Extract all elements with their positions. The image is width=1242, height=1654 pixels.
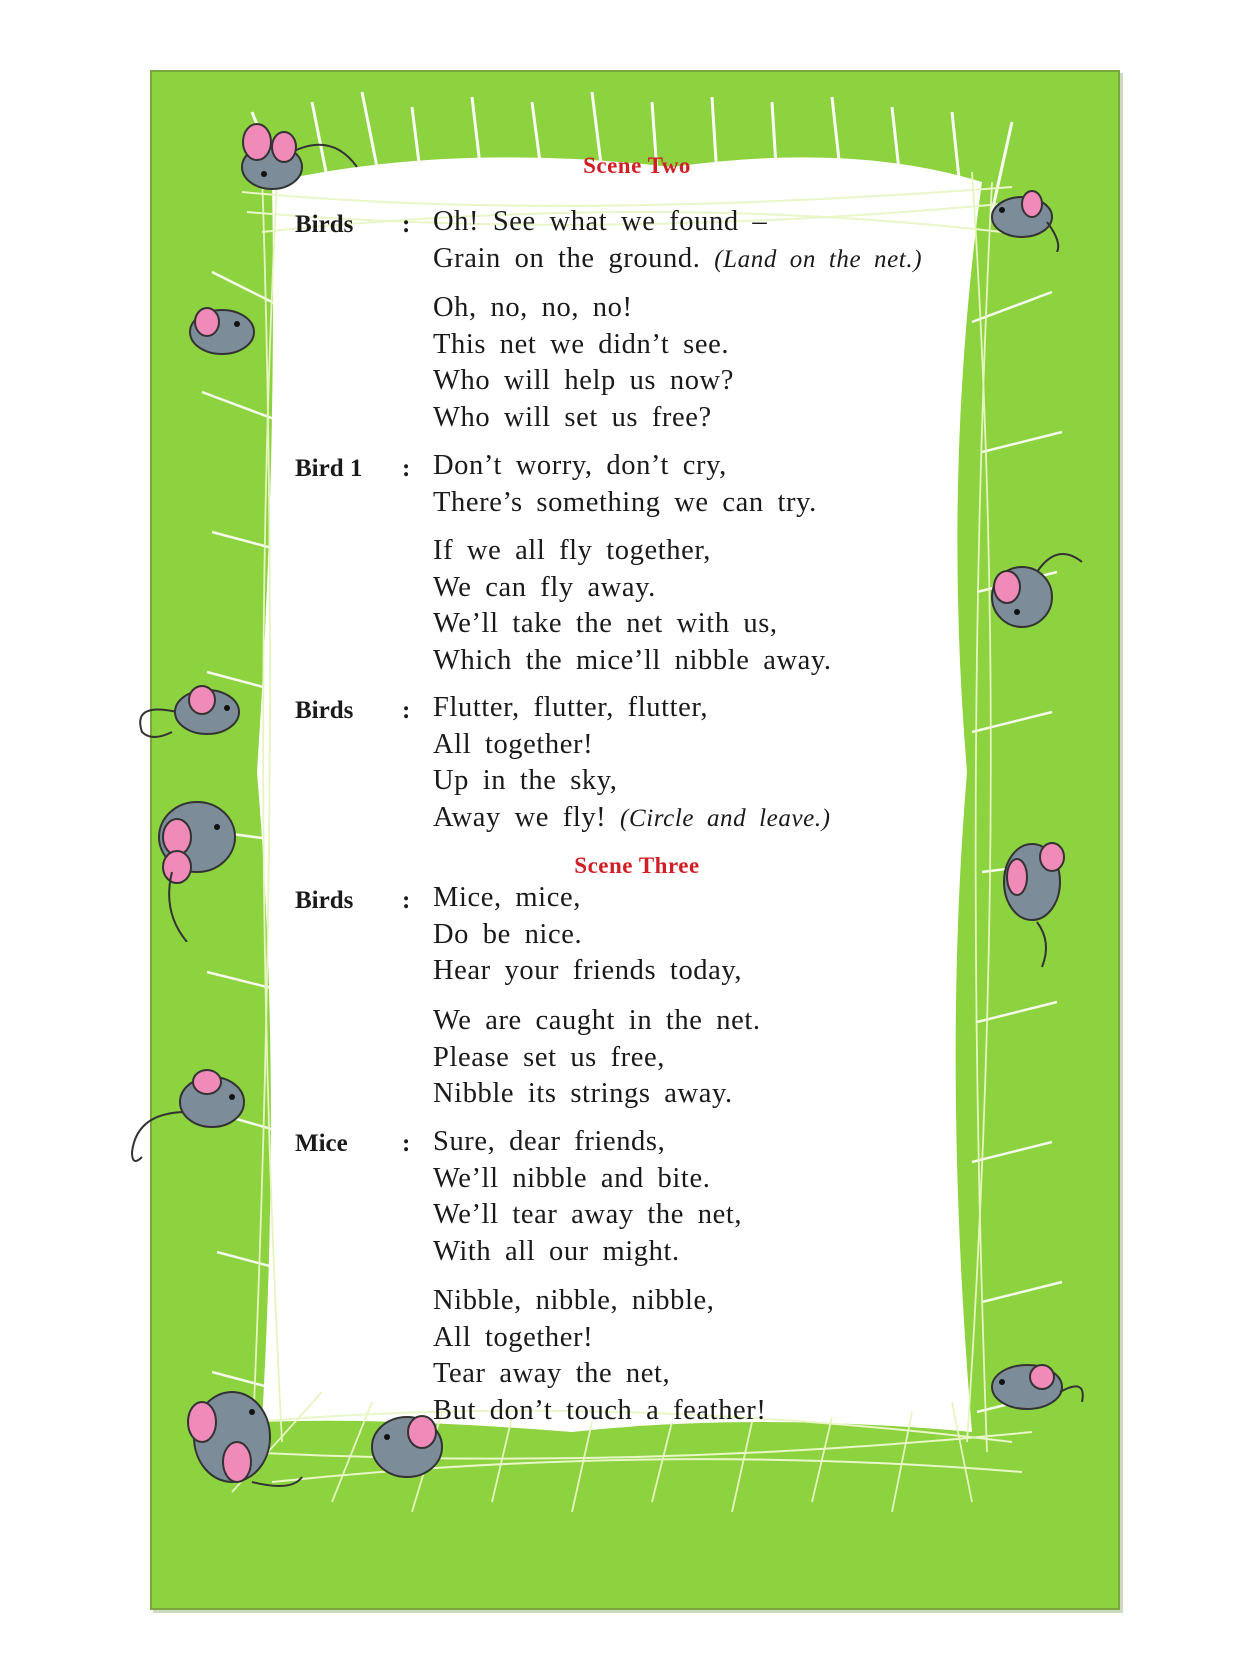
verse-line: If we all fly together,	[433, 535, 712, 566]
verse-line: There’s something we can try.	[433, 486, 817, 518]
verse-line: Tear away the net,	[433, 1358, 671, 1389]
speaker-name: Mice	[295, 1130, 348, 1157]
verse-line: Up in the sky,	[433, 765, 618, 796]
verse-line: Please set us free,	[433, 1041, 665, 1073]
verse-line: We are caught in the net.	[433, 1005, 761, 1036]
speaker-name: Birds	[295, 211, 354, 238]
verse-line: Who will help us now?	[433, 365, 734, 396]
stage-direction: (Circle and leave.)	[620, 804, 831, 832]
verse-line: Grain on the ground. (Land on the net.)	[433, 242, 923, 274]
verse-line: Which the mice’ll nibble away.	[433, 644, 832, 676]
verse-line: Oh, no, no, no!	[433, 292, 633, 323]
verse-line: But don’t touch a feather!	[433, 1394, 767, 1426]
verse-line: We’ll nibble and bite.	[433, 1162, 711, 1194]
speaker-colon: :	[402, 1130, 411, 1157]
speaker-colon: :	[402, 455, 411, 482]
verse-line: Nibble, nibble, nibble,	[433, 1285, 715, 1316]
stanza	[433, 533, 832, 679]
stage-direction: (Land on the net.)	[714, 245, 923, 273]
stanza	[433, 1124, 742, 1270]
stanza	[433, 1003, 761, 1113]
speaker-name: Birds	[295, 887, 354, 914]
speaker-name: Birds	[295, 697, 354, 724]
verse-line: We can fly away.	[433, 571, 656, 603]
verse-line: We’ll tear away the net,	[433, 1199, 743, 1230]
speaker-colon: :	[402, 697, 411, 724]
verse-line: Who will set us free?	[433, 401, 712, 433]
stanza	[433, 880, 742, 990]
scene-title: Scene Two	[583, 153, 691, 178]
verse-line: Nibble its strings away.	[433, 1078, 733, 1109]
stanza	[433, 204, 922, 278]
stanza	[433, 1283, 766, 1429]
verse-line: Flutter, flutter, flutter,	[433, 692, 709, 723]
stanza	[433, 690, 831, 837]
stanza	[433, 448, 817, 521]
verse-line: Away we fly! (Circle and leave.)	[433, 801, 831, 833]
speaker-colon: :	[402, 211, 411, 238]
verse-line: Hear your friends today,	[433, 955, 743, 986]
verse-line: We’ll take the net with us,	[433, 608, 778, 639]
verse-line: Mice, mice,	[433, 882, 581, 913]
verse-line: All together!	[433, 1321, 594, 1353]
scene-title: Scene Three	[574, 853, 700, 878]
verse-line: This net we didn’t see.	[433, 328, 730, 360]
speaker-colon: :	[402, 887, 411, 914]
verse-line: Oh! See what we found –	[433, 206, 768, 237]
verse-line: Don’t worry, don’t cry,	[433, 450, 727, 481]
stanza	[433, 290, 734, 436]
verse-line: With all our might.	[433, 1235, 680, 1267]
verse-line: Do be nice.	[433, 918, 583, 950]
verse-line: All together!	[433, 728, 594, 760]
verse-line: Sure, dear friends,	[433, 1126, 666, 1157]
speaker-name: Bird 1	[295, 455, 363, 482]
